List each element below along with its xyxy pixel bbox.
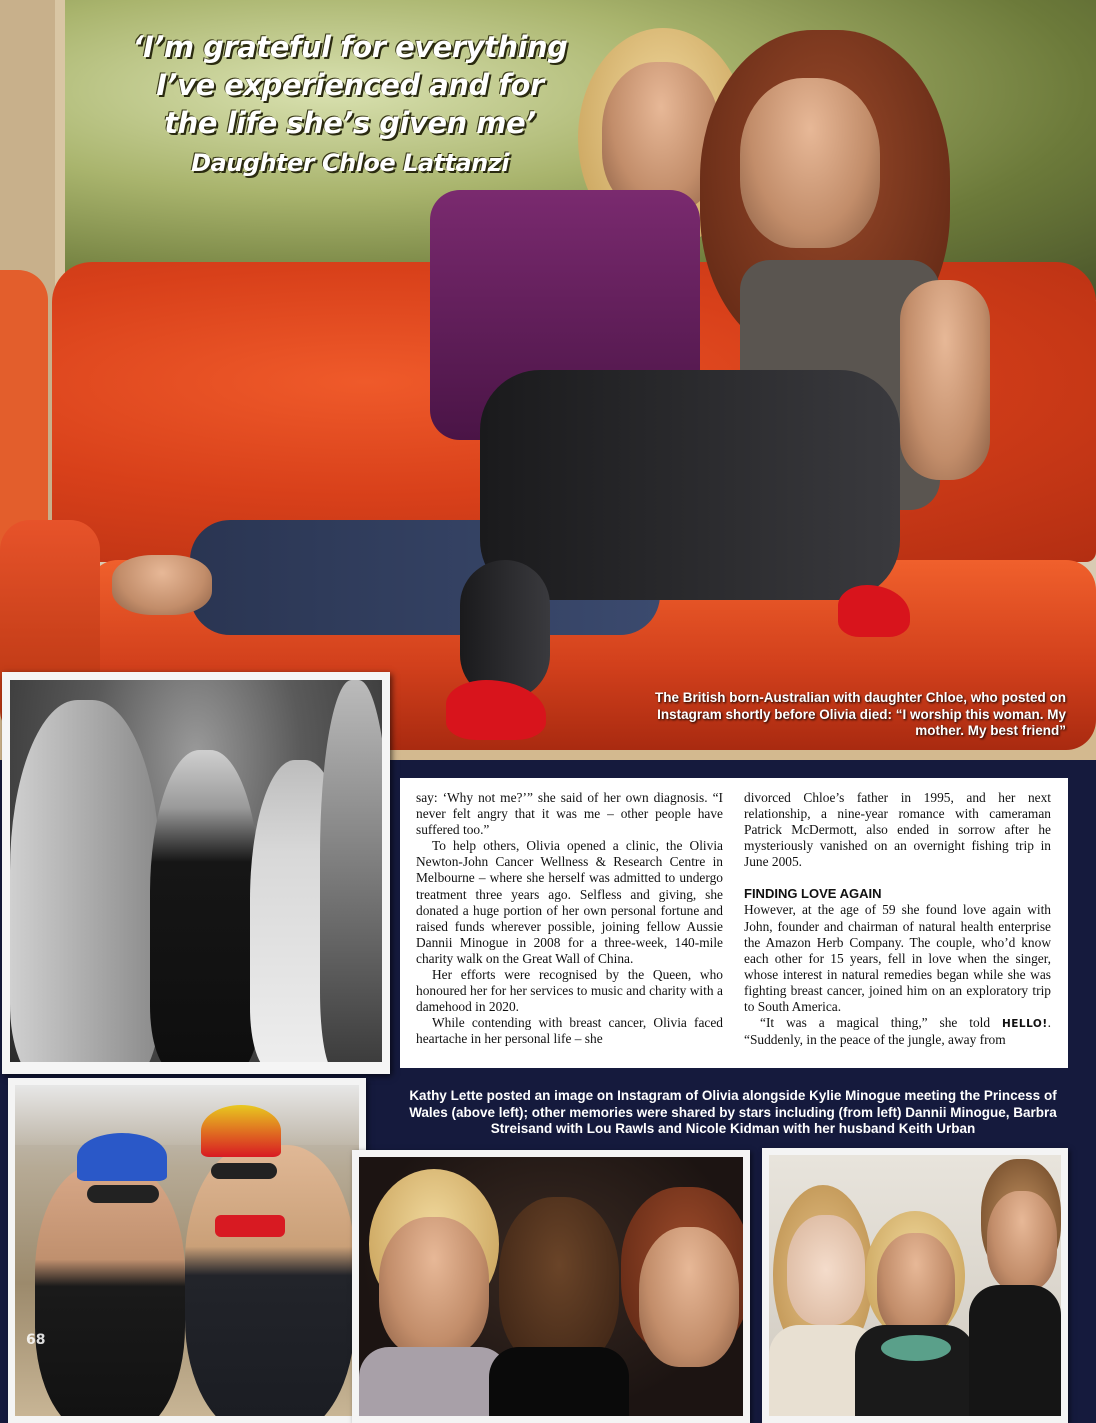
olivia-figure: [185, 1145, 355, 1416]
article-column-2: [744, 790, 1051, 1048]
photo-streisand-rawls: [352, 1150, 750, 1423]
quote-attribution: Daughter Chloe Lattanzi: [191, 149, 509, 177]
article-column-1: [416, 790, 723, 1048]
paragraph: While contending with breast cancer, Olivia faced heartache in her personal life – she: [416, 1015, 723, 1047]
paragraph: divorced Chloe’s father in 1995, and her next relationship, a nine-year romance with cameraman Patrick McDermott, also ended in sorrow after he mysteriously vanished on an overnight fishing trip in June 2005.: [744, 790, 1051, 870]
photo-kidman-image: [769, 1155, 1061, 1416]
red-scarf: [215, 1215, 285, 1237]
lou-rawls-face: [499, 1197, 619, 1367]
pull-quote: ‘I’m grateful for everything I’ve experienced and for the life she’s given me’ Daughter Chloe Lattanzi: [132, 30, 568, 177]
lou-rawls-suit: [489, 1347, 629, 1416]
olivia-face: [877, 1233, 955, 1337]
olivia-foot: [112, 555, 212, 615]
subheading: FINDING LOVE AGAIN: [744, 886, 882, 902]
bw-figure-man: [320, 680, 382, 1062]
chloe-face: [740, 78, 880, 248]
hero-caption: The British born-Australian with daughter Chloe, who posted on Instagram shortly before Olivia died: “I worship this woman. My mother. My best friend”: [655, 690, 1066, 738]
olivia-face: [379, 1217, 489, 1357]
chloe-lower-leg: [460, 560, 550, 700]
necklace: [881, 1335, 951, 1361]
cap-blue: [77, 1133, 167, 1181]
keith-face: [987, 1191, 1057, 1291]
nicole-face: [787, 1215, 865, 1325]
chloe-arm: [900, 280, 990, 480]
olivia-shoulder: [359, 1347, 509, 1416]
photo-caption: Kathy Lette posted an image on Instagram of Olivia alongside Kylie Minogue meeting the Princess of Wales (above left); other memories were shared by stars including (from left) Dannii Minogue, Barbra Streisand with Lou Rawls and Nicole Kidman with her husband Keith Urban: [409, 1088, 1057, 1136]
paragraph: say: ‘Why not me?’” she said of her own diagnosis. “I never felt angry that it was me – other people have suffered too.”: [416, 790, 723, 838]
bw-photo-princess-of-wales: [2, 672, 390, 1074]
hello-brand: HELLO!: [1001, 1018, 1048, 1031]
sunglasses: [211, 1163, 277, 1179]
paragraph: “It was a magical thing,” she told HELLO!. “Suddenly, in the peace of the jungle, away from: [744, 1015, 1051, 1048]
sunglasses: [87, 1185, 159, 1203]
paragraph: However, at the age of 59 she found love again with John, founder and chairman of natural health enterprise the Amazon Herb Company. The couple, who’d know each other for 15 years, fell in love when the singer, whose interest in natural remedies began while she was fighting breast cancer, joined him on an exploratory trip to South America.: [744, 902, 1051, 1015]
paragraph: Her efforts were recognised by the Queen, who honoured her for her services to music and charity with a damehood in 2020.: [416, 967, 723, 1015]
photo-kidman-urban: [762, 1148, 1068, 1423]
bw-figure-diana: [10, 700, 160, 1062]
cap-red-yellow: [201, 1105, 281, 1157]
page-number: 68: [26, 1332, 46, 1348]
photo-streisand-image: [359, 1157, 743, 1416]
barbra-face: [639, 1227, 739, 1367]
photo-dannii-minogue: [8, 1078, 366, 1423]
chloe-leggings: [480, 370, 900, 600]
bw-figure-olivia: [150, 750, 260, 1062]
keith-jacket: [969, 1285, 1061, 1416]
article-body: [400, 778, 1068, 1068]
paragraph: To help others, Olivia opened a clinic, the Olivia Newton-John Cancer Wellness & Research Centre in Melbourne – where she herself was admitted to undergo treatment three years ago. Selfless and giving, she donated a huge portion of her own personal fortune and raised funds wherever possible, joining fellow Aussie Dannii Minogue in 2008 for a three-week, 140-mile charity walk on the Great Wall of China.: [416, 838, 723, 966]
photo-dannii-image: [15, 1085, 359, 1416]
bw-photo-image: [10, 680, 382, 1062]
